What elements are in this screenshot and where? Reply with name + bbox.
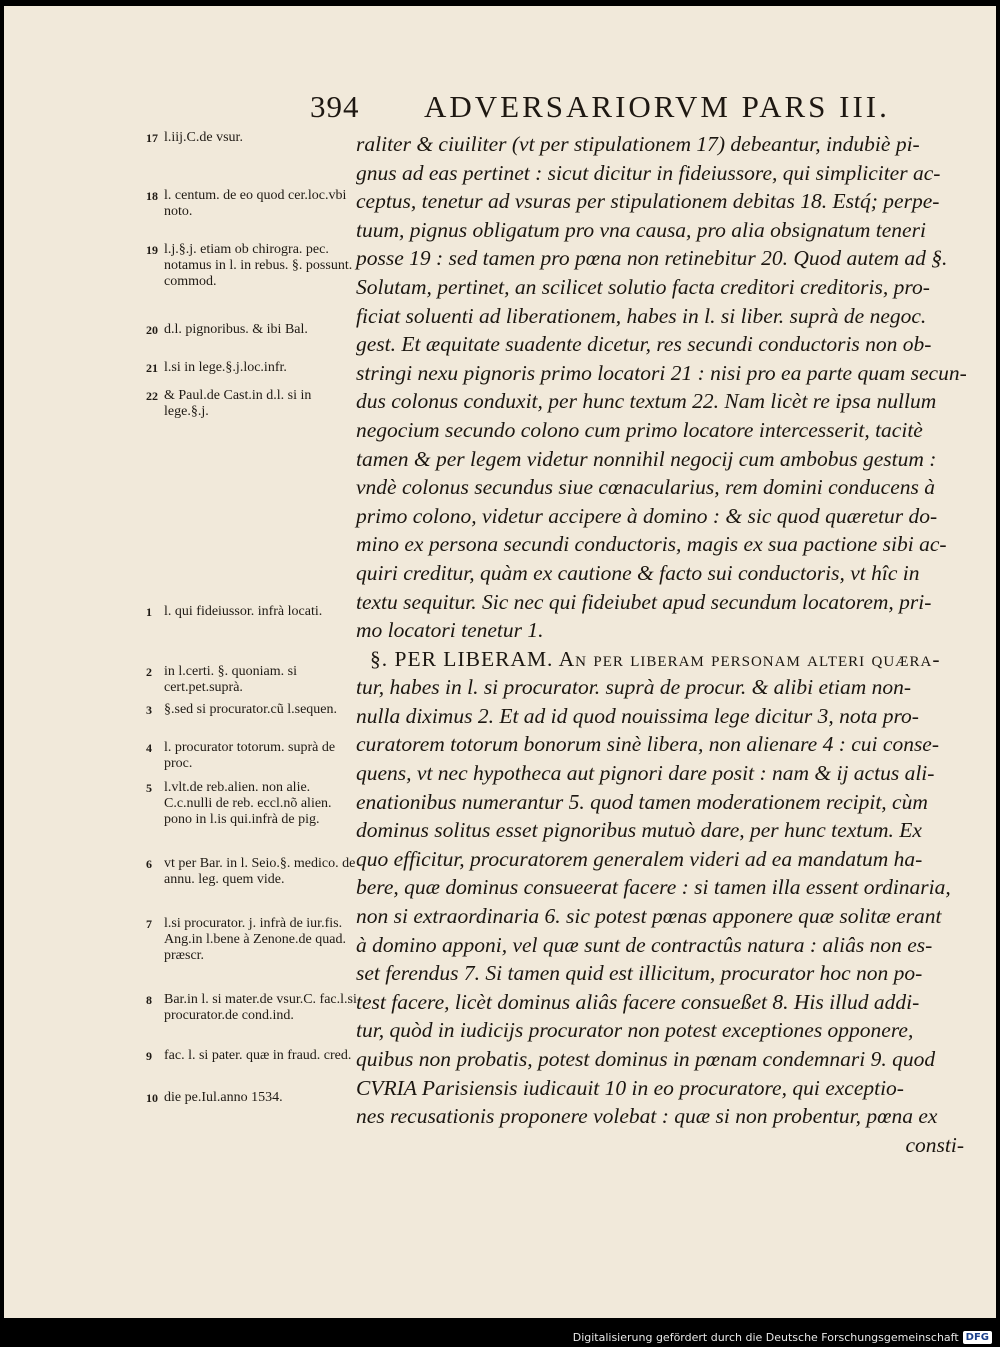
text-line: negocium secundo colono cum primo locatore intercesserit, tacitè [356,417,923,442]
text-line: quiri creditur, quàm ex cautione & facto sui conductoris, vt hîc in [356,560,920,585]
text-line: curatorem totorum bonorum sinè libera, non alienare 4 : cui conse- [356,732,940,757]
text-line: nes recusationis proponere volebat : quæ si non probentur, pœna ex [356,1104,938,1129]
text-line: CVRIA Parisiensis iudicauit 10 in eo procuratore, qui exceptio- [356,1075,904,1100]
text-line: set ferendus 7. Si tamen quid est illicitum, procurator hoc non po- [356,961,923,986]
text-line: gnus ad eas pertinet : sicut dicitur in fideiussore, qui simpliciter ac- [356,160,941,185]
margin-note: 6 vt per Bar. in l. Seio.§. medico. de annu. leg. quem vide. [146,856,356,887]
text-line: posse 19 : sed tamen pro pœna non retinebitur 20. Quod autem ad §. [356,246,948,271]
text-line: non si extraordinaria 6. sic potest pœnas apponere quæ solitæ erant [356,904,942,929]
text-line: mo locatori tenetur 1. [356,618,544,643]
text-line: gest. Et æquitate suadente dicetur, res secundi conductoris non ob- [356,332,932,357]
margin-note: 3 §.sed si procurator.cũ l.sequen. [146,702,338,717]
margin-note: 20 d.l. pignoribus. & ibi Bal. [146,322,308,337]
text-line: bere, quæ dominus consueerat facere : si tamen illa essent ordinaria, [356,875,951,900]
margin-note: 18 l. centum. de eo quod cer.loc.vbi noto. [146,188,347,219]
dfg-logo: DFG [963,1331,992,1344]
page-number: 394 [310,89,360,124]
text-line: Solutam, pertinet, an scilicet solutio facta creditori creditoris, pro- [356,274,930,299]
catchword: consti- [905,1132,964,1157]
running-header [304,89,944,129]
text-line: enationibus numerantur 5. quod tamen moderationem recipit, cùm [356,789,928,814]
footer-credit: Digitalisierung gefördert durch die Deutsche Forschungsgemeinschaft [572,1331,959,1344]
margin-note: 2 in l.certi. §. quoniam. si cert.pet.suprà. [146,664,297,695]
text-line: nulla diximus 2. Et ad id quod nouissima lege dicitur 3, nota pro- [356,703,919,728]
margin-note: 10 die pe.Iul.anno 1534. [146,1090,283,1105]
text-line: quibus non probatis, potest dominus in pœnam condemnari 9. quod [356,1047,936,1071]
margin-note: 7 l.si procurator. j. infrà de iur.fis. Ang.in l.bene à Zenone.de quad. præscr. [146,916,346,963]
margin-note: 9 fac. l. si pater. quæ in fraud. cred. [146,1048,352,1063]
margin-note: 17 l.iij.C.de vsur. [146,130,243,145]
text-line: mino ex persona secundi conductoris, magis ex sua pactione sibi ac- [356,532,947,557]
text-line: tamen & per legem videtur nonnihil negocij cum ambobus gestum : [356,446,937,471]
margin-note: 1 l. qui fideiussor. infrà locati. [146,604,323,619]
text-line: stringi nexu pignoris primo locatori 21 : nisi pro ea parte quam secun- [356,360,967,385]
text-line: dominus solitus esset pignoribus mutuò dare, per hunc textum. Ex [356,818,922,843]
text-line: à domino apponi, vel quæ sunt de contractûs natura : aliâs non es- [356,932,933,957]
margin-note: 8 Bar.in l. si mater.de vsur.C. fac.l.si procurator.de cond.ind. [146,992,357,1023]
text-line: textu sequitur. Sic nec qui fideiubet apud secundum locatorem, pri- [356,589,932,614]
text-line: tuum, pignus obligatum pro vna causa, pro alia obsignatum teneri [356,217,926,242]
text-line: raliter & ciuiliter (vt per stipulationem 17) debeantur, indubiè pi- [356,132,920,156]
digitization-footer [573,1331,992,1344]
running-title: ADVERSARIORVM PARS III. [424,89,890,124]
text-line: dus colonus conduxit, per hunc textum 22. Nam licèt re ipsa nullum [356,389,937,414]
main-text [356,130,967,1159]
text-line: quo efficitur, procuratorem generalem videri ad ea mandatum ha- [356,846,923,871]
text-line: primo colono, videtur accipere à domino : & sic quod quæretur do- [356,503,938,528]
text-line: quens, vt nec hypotheca aut pignori dare posit : nam & ij actus ali- [356,761,935,786]
margin-note: 21 l.si in lege.§.j.loc.infr. [146,360,287,375]
section-heading-line: §. PER LIBERAM. An per liberam personam alteri quæra- [370,646,941,671]
text-line: ficiat soluenti ad liberationem, habes in l. si liber. suprà de negoc. [356,303,927,328]
text-line: test facere, licèt dominus aliâs facere consueßet 8. His illud addi- [356,989,920,1014]
margin-note: 19 l.j.§.j. etiam ob chirogra. pec. notamus in l. in rebus. §. possunt. commod. [146,242,353,289]
margin-note: 22 & Paul.de Cast.in d.l. si in lege.§.j. [146,388,312,419]
margin-note: 5 l.vlt.de reb.alien. non alie. C.c.nulli de reb. eccl.nõ alien. pono in l.is qui.infrà de pig. [146,780,332,827]
text-line: ceptus, tenetur ad vsuras per stipulationem debitas 18. Estq́; perpe- [356,189,940,214]
text-line: tur, quòd in iudicijs procurator non potest exceptiones opponere, [356,1018,914,1043]
text-line: vndè colonus secundus siue cœnacularius, rem domini conducens à [356,475,936,500]
book-page [4,6,996,1318]
text-line: tur, habes in l. si procurator. suprà de procur. & alibi etiam non- [356,675,912,700]
margin-note: 4 l. procurator totorum. suprà de proc. [146,740,336,771]
